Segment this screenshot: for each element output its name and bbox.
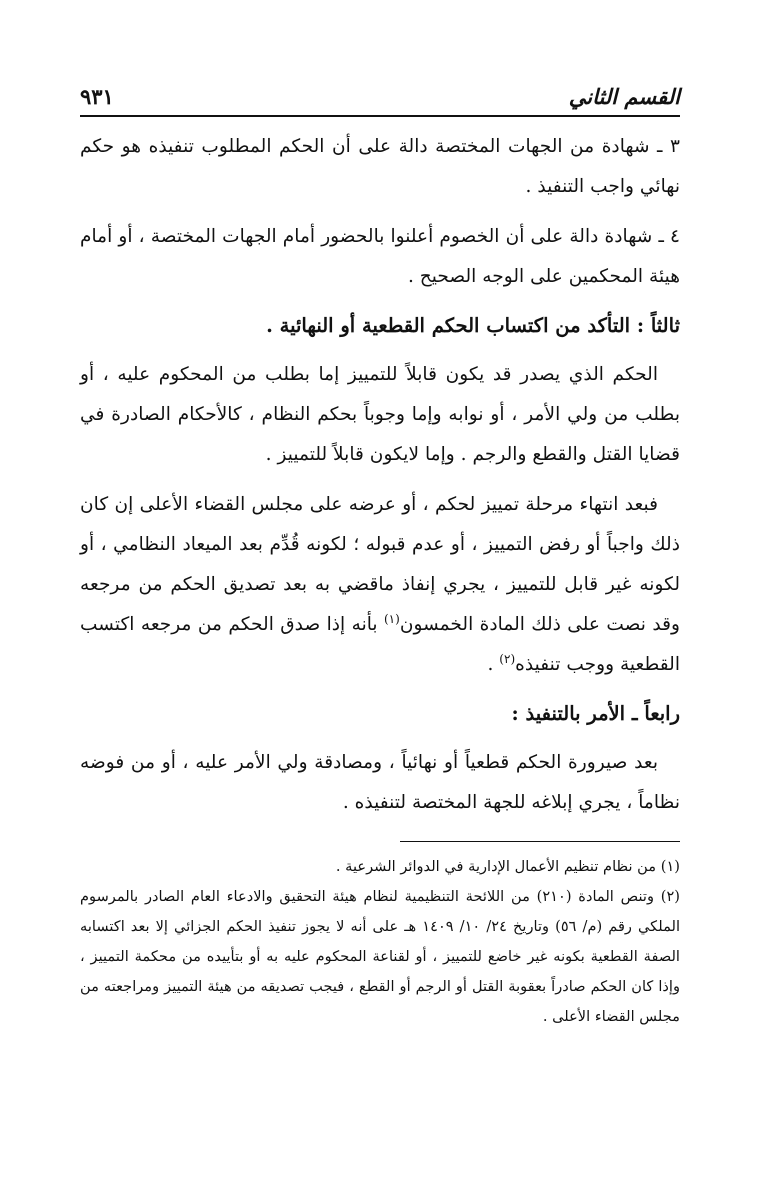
list-item-3: ٣ ـ شهادة من الجهات المختصة دالة على أن الحكم المطلوب تنفيذه هو حكم نهائي واجب التنفيذ . [80, 136, 680, 197]
heading-third: ثالثاً : التأكد من اكتساب الحكم القطعية أو النهائية . [266, 314, 680, 337]
footnote-1: (١) من نظام تنظيم الأعمال الإدارية في الدوائر الشرعية . [335, 858, 680, 875]
footnote-2: (٢) وتنص المادة (٢١٠) من اللائحة التنظيمية لنظام هيئة التحقيق والادعاء العام الصادر بالمرسوم الملكي رقم (م/ ٥٦) وتاريخ ٢٤/ ١٠/ ١٤٠٩ هـ على أنه لا يجوز تنفيذ الحكم الجزائي إلا بعد اكتسابه الصفة القطعية بكونه غير خاضع للتمييز ، أو لقناعة المحكوم عليه به أو بتأييده من محكمة التمييز ، وإذا كان الحكم صادراً بعقوبة القتل أو الرجم أو القطع ، فيجب تصديقه من هيئة التمييز ومراجعته من مجلس القضاء الأعلى . [80, 888, 681, 1025]
page-body [80, 127, 680, 823]
list-item-4: ٤ ـ شهادة دالة على أن الخصوم أعلنوا بالحضور أمام الجهات المختصة ، أو أمام هيئة المحكمين على الوجه الصحيح . [80, 226, 680, 287]
page-number: ٩٣١ [80, 84, 114, 109]
paragraph-2-part-a: فبعد انتهاء مرحلة تمييز لحكم ، أو عرضه على مجلس القضاء الأعلى إن كان ذلك واجباً أو رفض التمييز ، أو عدم قبوله ؛ لكونه قُدِّم بعد الميعاد النظامي ، أو لكونه غير قابل للتمييز ، يجري إنفاذ ماقضي به بعد تصديق الحكم من مرجعه وقد نصت على ذلك المادة الخمسون [80, 494, 680, 635]
footnotes [80, 852, 680, 1032]
footnote-divider [400, 841, 680, 842]
footnote-ref-2: (٢) [499, 651, 516, 666]
heading-fourth: رابعاً ـ الأمر بالتنفيذ : [511, 702, 680, 725]
paragraph-1: الحكم الذي يصدر قد يكون قابلاً للتمييز إما بطلب من المحكوم عليه ، أو بطلب من ولي الأمر ، أو نوابه وإما وجوباً بحكم النظام ، كالأحكام الصادرة في قضايا القتل والقطع والرجم . وإما لايكون قابلاً للتمييز . [80, 364, 680, 465]
paragraph-2-part-c: . [487, 654, 500, 675]
book-page [80, 84, 680, 1032]
page-header [80, 84, 680, 117]
paragraph-2 [80, 485, 680, 685]
paragraph-2-part-b: بأنه إذا صدق الحكم من مرجعه اكتسب القطعية ووجب تنفيذه [80, 614, 680, 675]
paragraph-3: بعد صيرورة الحكم قطعياً أو نهائياً ، ومصادقة ولي الأمر عليه ، أو من فوضه نظاماً ، يجري إبلاغه للجهة المختصة لتنفيذه . [80, 752, 680, 813]
section-title: القسم الثاني [568, 84, 680, 109]
footnote-ref-1: (١) [383, 611, 400, 626]
